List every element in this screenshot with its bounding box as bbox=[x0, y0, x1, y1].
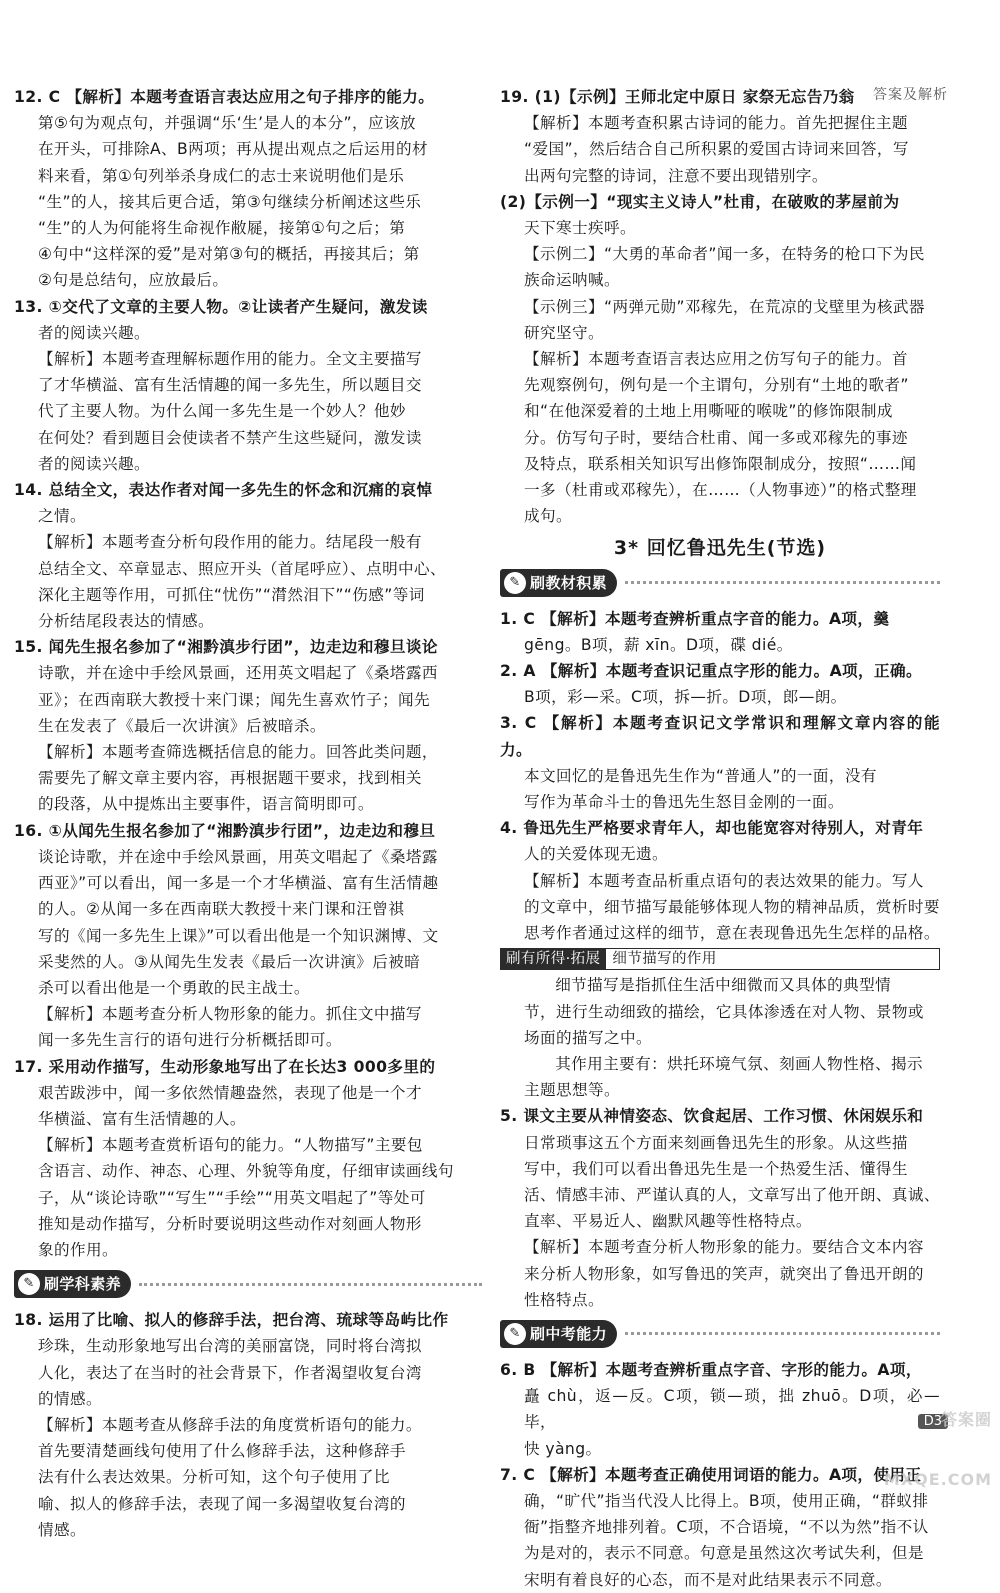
text-line: 4. 鲁迅先生严格要求青年人，却也能宽容对待别人，对青年 bbox=[500, 819, 924, 838]
text-line: 细节描写是指抓住生活中细微而又具体的典型情 bbox=[555, 976, 892, 995]
text-line: 杀可以看出他是一个勇敢的民主战士。 bbox=[38, 978, 310, 997]
bar-label: 刷教材积累 bbox=[530, 573, 608, 592]
text-line: 写的《闻一多先生上课》”可以看出他是一个知识渊博、文 bbox=[38, 926, 439, 945]
text-line: 一多（杜甫或邓稼先），在……（人物事迹）”的格式整理 bbox=[524, 481, 917, 500]
answer-18 bbox=[14, 1307, 482, 1543]
text-line: 2. A 【解析】本题考查识记重点字形的能力。A项，正确。 bbox=[500, 662, 923, 681]
text-line: 研究坚守。 bbox=[524, 323, 604, 342]
tip-text bbox=[500, 972, 940, 1103]
text-line: 成句。 bbox=[524, 507, 572, 526]
text-line: 【解析】本题考查分析人物形象的能力。要结合文本内容 bbox=[524, 1238, 924, 1257]
text-line: 写中，我们可以看出鲁迅先生是一个热爱生活、懂得生 bbox=[524, 1159, 908, 1178]
text-line: 含语言、动作、神态、心理、外貌等角度，仔细审读画线句 bbox=[38, 1162, 454, 1181]
text-line: 18. 运用了比喻、拟人的修辞手法，把台湾、琉球等岛屿比作 bbox=[14, 1311, 449, 1330]
text-line: 13. ①交代了文章的主要人物。②让读者产生疑问，激发读 bbox=[14, 297, 428, 316]
text-line: “生”的人，接其后更合适，第③句继续分析阐述这些乐 bbox=[38, 192, 422, 211]
answer-r3 bbox=[500, 710, 940, 815]
answer-14 bbox=[14, 477, 482, 634]
text-line: 场面的描写之中。 bbox=[524, 1028, 652, 1047]
tip-box-header bbox=[500, 948, 940, 970]
text-line: 本文回忆的是鲁迅先生作为“普通人”的一面，没有 bbox=[524, 766, 877, 785]
text-line: 为是对的，表示不同意。句意是虽然这次考试失利，但是 bbox=[524, 1544, 924, 1563]
answer-12 bbox=[14, 84, 482, 294]
text-line: 【解析】本题考查品析重点语句的表达效果的能力。写人 bbox=[524, 871, 924, 890]
bar-label: 刷学科素养 bbox=[44, 1275, 122, 1294]
text-line: 【解析】本题考查从修辞手法的角度赏析语句的能力。 bbox=[38, 1415, 422, 1434]
text-line: 活、情感丰沛、严谨认真的人，文章写出了他开朗、真诚、 bbox=[524, 1185, 940, 1204]
text-line: 【解析】本题考查积累古诗词的能力。首先把握住主题 bbox=[524, 114, 908, 133]
text-line: gēng。B项，薪 xīn。D项，碟 dié。 bbox=[524, 635, 793, 654]
text-line: 5. 课文主要从神情姿态、饮食起居、工作习惯、休闲娱乐和 bbox=[500, 1107, 924, 1126]
text-line: 14. 总结全文，表达作者对闻一多先生的怀念和沉痛的哀悼 bbox=[14, 481, 433, 500]
answer-19 bbox=[500, 84, 940, 529]
text-line: 确，“旷代”指当代没人比得上。B项，使用正确，“群蚁排 bbox=[524, 1491, 929, 1510]
text-line: 分。仿写句子时，要结合杜甫、闻一多或邓稼先的事迹 bbox=[524, 428, 908, 447]
text-line: 【解析】本题考查筛选概括信息的能力。回答此类问题， bbox=[38, 743, 438, 762]
text-line: B项，彩—采。C项，拆—折。D项，郎—朗。 bbox=[524, 688, 847, 707]
text-line: 天下寒士疾呼。 bbox=[524, 219, 636, 238]
text-line: 来分析人物形象，如写鲁迅的笑声，就突出了鲁迅开朗的 bbox=[524, 1264, 924, 1283]
answer-r1 bbox=[500, 606, 940, 658]
text-line: 3. C 【解析】本题考查识记文学常识和理解文章内容的能力。 bbox=[500, 714, 940, 759]
text-line: 生在发表了《最后一次讲演》后被暗杀。 bbox=[38, 716, 326, 735]
text-line: 日常琐事这五个方面来刻画鲁迅先生的形象。从这些描 bbox=[524, 1133, 908, 1152]
text-line: 代了主要人物。为什么闻一多先生是一个妙人？他妙 bbox=[38, 402, 406, 421]
text-line: 16. ①从闻先生报名参加了“湘黔滇步行团”，边走边和穆旦 bbox=[14, 821, 436, 840]
answer-17 bbox=[14, 1054, 482, 1264]
pencil-icon: ✎ bbox=[18, 1273, 40, 1295]
text-line: 喻、拟人的修辞手法，表现了闻一多渴望收复台湾的 bbox=[38, 1494, 406, 1513]
text-line: 快 yàng。 bbox=[524, 1439, 602, 1458]
text-line: 12. C 【解析】本题考查语言表达应用之句子排序的能力。 bbox=[14, 88, 435, 106]
answer-16 bbox=[14, 818, 482, 1054]
text-line: 法有什么表达效果。分析可知，这个句子使用了比 bbox=[38, 1468, 390, 1487]
right-column bbox=[500, 84, 940, 1593]
text-line: 衙”指整齐地排列着。C项，不合语境，“不以为然”指不认 bbox=[524, 1518, 929, 1537]
text-line: 15. 闻先生报名参加了“湘黔滇步行团”，边走边和穆旦谈论 bbox=[14, 638, 438, 657]
answer-r4 bbox=[500, 815, 940, 946]
section-bar-textbook bbox=[500, 568, 940, 598]
text-line: 总结全文、卒章显志、照应开头（首尾呼应）、点明中心、 bbox=[38, 559, 447, 578]
text-line: 料来看，第①句列举杀身成仁的志士来说明他们是乐 bbox=[38, 166, 405, 185]
text-line: 象的作用。 bbox=[38, 1240, 118, 1259]
tip-tag: 刷有所得·拓展 bbox=[500, 948, 606, 970]
text-line: ②句是总结句，应放最后。 bbox=[38, 271, 229, 290]
text-line: 17. 采用动作描写，生动形象地写出了在长达3 000多里的 bbox=[14, 1057, 436, 1076]
text-line: 宋明有着良好的心态，而不是对此结果表示不同意。 bbox=[524, 1570, 892, 1589]
text-line: 写作为革命斗士的鲁迅先生怒目金刚的一面。 bbox=[524, 793, 844, 812]
text-line: 【解析】本题考查语言表达应用之仿写句子的能力。首 bbox=[524, 350, 908, 369]
text-line: “爱国”，然后结合自己所积累的爱国古诗词来回答，写 bbox=[524, 140, 909, 159]
text-line: 出两句完整的诗词，注意不要出现错别字。 bbox=[524, 166, 828, 185]
text-line: 【解析】本题考查理解标题作用的能力。全文主要描写 bbox=[38, 350, 422, 369]
text-line: 7. C 【解析】本题考查正确使用词语的能力。A项，使用正 bbox=[500, 1465, 922, 1484]
text-line: 19. (1)【示例】王师北定中原日 家祭无忘告乃翁 bbox=[500, 88, 855, 106]
section-title: 3* 回忆鲁迅先生(节选) bbox=[613, 537, 827, 560]
text-line: 珍珠，生动形象地写出台湾的美丽富饶，同时将台湾拟 bbox=[38, 1337, 422, 1356]
text-line: 西亚》”可以看出，闻一多是一个才华横溢、富有生活情趣 bbox=[38, 874, 439, 893]
text-line: 矗 chù，返—反。C项，锁—琐，拙 zhuō。D项，必—毕， bbox=[524, 1387, 940, 1432]
text-line: “生”的人为何能将生命视作敝屣，接第①句之后；第 bbox=[38, 219, 406, 238]
section-bar-subject-literacy bbox=[14, 1269, 482, 1299]
answer-13 bbox=[14, 294, 482, 477]
bar-label: 刷中考能力 bbox=[530, 1324, 608, 1343]
watermark: 答案圈 MXQE.COM bbox=[883, 1410, 992, 1489]
text-line: 采斐然的人。③从闻先生发表《最后一次讲演》后被暗 bbox=[38, 952, 421, 971]
text-line: 深化主题等作用，可抓住“忧伤”“潸然泪下”“伤感”等词 bbox=[38, 585, 425, 604]
answer-r7 bbox=[500, 1462, 940, 1593]
page-number: D3 bbox=[918, 1414, 948, 1429]
text-line: ④句中“这样深的爱”是对第③句的概括，再接其后；第 bbox=[38, 245, 420, 264]
tip-label: 细节描写的作用 bbox=[606, 948, 940, 970]
left-column bbox=[14, 84, 482, 1543]
text-line: 了才华横溢、富有生活情趣的闻一多先生，所以题目交 bbox=[38, 376, 422, 395]
text-line: 【解析】本题考查分析人物形象的能力。抓住文中描写 bbox=[38, 1005, 422, 1024]
text-line: 和“在他深爱着的土地上用嘶哑的喉咙”的修饰限制成 bbox=[524, 402, 893, 421]
text-line: 谈论诗歌，并在途中手绘风景画，用英文唱起了《桑塔露 bbox=[38, 847, 438, 866]
text-line: 子，从“谈论诗歌”“写生”“手绘”“用英文唱起了”等处可 bbox=[38, 1188, 426, 1207]
text-line: 直率、平易近人、幽默风趣等性格特点。 bbox=[524, 1212, 812, 1231]
text-line: 人化，表达了在当时的社会背景下，作者渴望收复台湾 bbox=[38, 1363, 422, 1382]
text-line: 【解析】本题考查分析句段作用的能力。结尾段一般有 bbox=[38, 533, 422, 552]
text-line: 分析结尾段表达的情感。 bbox=[38, 612, 214, 631]
text-line: 首先要清楚画线句使用了什么修辞手法，这种修辞手 bbox=[38, 1442, 406, 1461]
text-line: 诗歌，并在途中手绘风景画，还用英文唱起了《桑塔露西 bbox=[38, 664, 438, 683]
text-line: 推知是动作描写，分析时要说明这些动作对刻画人物形 bbox=[38, 1214, 422, 1233]
text-line: 人的关爱体现无遗。 bbox=[524, 845, 668, 864]
text-line: 第⑤句为观点句，并强调“乐‘生’是人的本分”，应该放 bbox=[38, 114, 416, 133]
text-line: 先观察例句，例句是一个主谓句，分别有“土地的歌者” bbox=[524, 376, 909, 395]
text-line: 的文章中，细节描写最能够体现人物的精神品质，赏析时要 bbox=[524, 897, 940, 916]
text-line: 的人。②从闻一多在西南联大教授十来门课和汪曾祺 bbox=[38, 900, 405, 919]
answer-15 bbox=[14, 634, 482, 817]
header-right: 答案及解析 bbox=[873, 87, 948, 103]
text-line: 性格特点。 bbox=[524, 1290, 604, 1309]
text-line: 1. C 【解析】本题考查辨析重点字音的能力。A项，羹 bbox=[500, 609, 890, 628]
answer-r2 bbox=[500, 658, 940, 710]
text-line: 族命运呐喊。 bbox=[524, 271, 620, 290]
pencil-icon: ✎ bbox=[504, 572, 526, 594]
text-line: (2)【示例一】“现实主义诗人”杜甫，在破败的茅屋前为 bbox=[500, 192, 900, 211]
text-line: 思考作者通过这样的细节，意在表现鲁迅先生怎样的品格。 bbox=[524, 924, 940, 943]
section-bar-exam bbox=[500, 1319, 940, 1349]
text-line: 艰苦跋涉中，闻一多依然情趣盎然，表现了他是一个才 bbox=[38, 1083, 422, 1102]
text-line: 在何处？看到题目会使读者不禁产生这些疑问，激发读 bbox=[38, 428, 422, 447]
text-line: 者的阅读兴趣。 bbox=[38, 454, 150, 473]
text-line: 【解析】本题考查赏析语句的能力。“人物描写”主要包 bbox=[38, 1136, 423, 1155]
text-line: 【示例三】“两弹元勋”邓稼先，在荒凉的戈壁里为核武器 bbox=[524, 297, 925, 316]
text-line: 节，进行生动细致的描绘，它具体渗透在对人物、景物或 bbox=[524, 1002, 924, 1021]
text-line: 的段落，从中提炼出主要事件，语言简明即可。 bbox=[38, 795, 374, 814]
text-line: 闻一多先生言行的语句进行分析概括即可。 bbox=[38, 1031, 342, 1050]
text-line: 及特点，联系相关知识写出修饰限制成分，按照“……闻 bbox=[524, 454, 917, 473]
pencil-icon: ✎ bbox=[504, 1323, 526, 1345]
text-line: 需要先了解文章主要内容，再根据题干要求，找到相关 bbox=[38, 769, 422, 788]
text-line: 在开头，可排除A、B两项；再从提出观点之后运用的材 bbox=[38, 140, 429, 159]
text-line: 其作用主要有：烘托环境气氛、刻画人物性格、揭示 bbox=[555, 1054, 924, 1073]
text-line: 的情感。 bbox=[38, 1389, 102, 1408]
text-line: 6. B 【解析】本题考查辨析重点字音、字形的能力。A项， bbox=[500, 1360, 922, 1379]
text-line: 亚》；在西南联大教授十来门课；闻先生喜欢竹子；闻先 bbox=[38, 690, 431, 709]
text-line: 主题思想等。 bbox=[524, 1081, 620, 1100]
text-line: 情感。 bbox=[38, 1520, 86, 1539]
text-line: 【示例二】“大勇的革命者”闻一多，在特务的枪口下为民 bbox=[524, 245, 925, 264]
answer-r5 bbox=[500, 1103, 940, 1313]
text-line: 者的阅读兴趣。 bbox=[38, 323, 150, 342]
text-line: 华横溢、富有生活情趣的人。 bbox=[38, 1109, 246, 1128]
text-line: 之情。 bbox=[38, 507, 86, 526]
